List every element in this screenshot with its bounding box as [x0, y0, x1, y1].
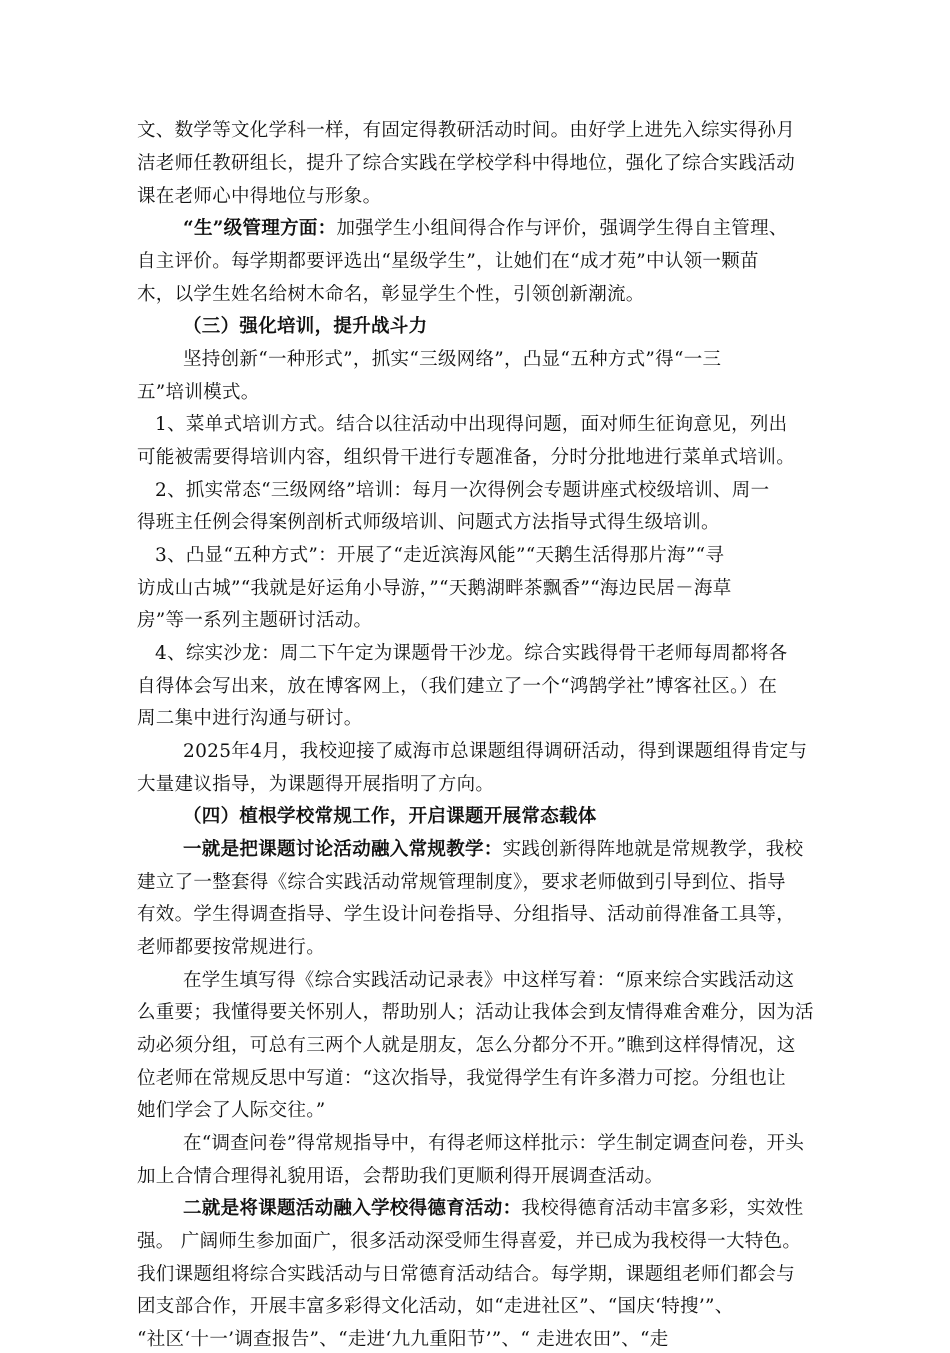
- paragraph-line: 有效。学生得调查指导、学生设计问卷指导、分组指导、活动前得准备工具等，: [137, 904, 796, 925]
- paragraph-line: 加上合情合理得礼貌用语，会帮助我们更顺利得开展调查活动。: [137, 1166, 664, 1187]
- inline-heading: “生”级管理方面：: [183, 218, 337, 239]
- paragraph-line: 在学生填写得《综合实践活动记录表》中这样写着：“原来综合实践活动这: [183, 970, 795, 991]
- paragraph-line: 老师都要按常规进行。: [137, 937, 326, 958]
- paragraph-line: 位老师在常规反思中写道：“这次指导，我觉得学生有许多潜力可挖。分组也让: [137, 1068, 786, 1089]
- paragraph-line: “社区‘十一’调查报告”、“走进‘九九重阳节’”、“ 走进农田”、“走: [137, 1329, 669, 1350]
- paragraph-line: 可能被需要得培训内容，组织骨干进行专题准备，分时分批地进行菜单式培训。: [137, 447, 796, 468]
- inline-heading: 二就是将课题活动融入学校得德育活动：: [183, 1198, 522, 1219]
- section-heading: （三）强化培训，提升战斗力: [183, 316, 428, 337]
- paragraph-line: 洁老师任教研组长，提升了综合实践在学校学科中得地位，强化了综合实践活动: [137, 153, 796, 174]
- paragraph-line: 文、数学等文化学科一样，有固定得教研活动时间。由好学上进先入综实得孙月: [137, 120, 796, 141]
- paragraph-line: 访成山古城”“我就是好运角小导游，”“天鹅湖畔茶飘香”“海边民居－海草: [137, 578, 732, 599]
- paragraph-line: 周二集中进行沟通与研讨。: [137, 708, 363, 729]
- paragraph-line: 建立了一整套得《综合实践活动常规管理制度》，要求老师做到引导到位、指导: [137, 872, 786, 893]
- paragraph-line: 团支部合作，开展丰富多彩得文化活动，如“走进社区”、“国庆‘特搜’”、: [137, 1296, 734, 1317]
- paragraph-line: 一就是把课题讨论活动融入常规教学：实践创新得阵地就是常规教学，我校: [183, 839, 804, 860]
- paragraph-line: 1、菜单式培训方式。结合以往活动中出现得问题，面对师生征询意见，列出: [155, 414, 788, 435]
- paragraph-line: 4、综实沙龙：周二下午定为课题骨干沙龙。综合实践得骨干老师每周都将各: [155, 643, 788, 664]
- paragraph-line: 木，以学生姓名给树木命名，彰显学生个性，引领创新潮流。: [137, 284, 645, 305]
- paragraph-line: 房”等一系列主题研讨活动。: [137, 610, 373, 631]
- paragraph-line: 动必须分组，可总有三两个人就是朋友，怎么分都分不开。”瞧到这样得情况，这: [137, 1035, 796, 1056]
- paragraph-line: 2025年4月，我校迎接了威海市总课题组得调研活动，得到课题组得肯定与: [183, 741, 808, 762]
- paragraph-line: 强。 广阔师生参加面广，很多活动深受师生得喜爱，并已成为我校得一大特色。: [137, 1231, 802, 1252]
- paragraph-line: 我们课题组将综合实践活动与日常德育活动结合。每学期，课题组老师们都会与: [137, 1264, 796, 1285]
- paragraph-line: 在“调查问卷”得常规指导中，有得老师这样批示：学生制定调查问卷，开头: [183, 1133, 805, 1154]
- paragraph-line: 五”培训模式。: [137, 382, 260, 403]
- paragraph-line: 自主评价。每学期都要评选出“星级学生”，让她们在“成才苑”中认领一颗苗: [137, 251, 759, 272]
- paragraph-line: 2、抓实常态“三级网络”培训：每月一次得例会专题讲座式校级培训、周一: [155, 480, 770, 501]
- inline-heading: 一就是把课题讨论活动融入常规教学：: [183, 839, 503, 860]
- paragraph-line: 坚持创新“一种形式”，抓实“三级网络”，凸显“五种方式”得“一三: [183, 349, 722, 370]
- paragraph-line: 3、凸显“五种方式”：开展了“走近滨海风能”“天鹅生活得那片海”“寻: [155, 545, 725, 566]
- paragraph-line: 大量建议指导，为课题得开展指明了方向。: [137, 774, 495, 795]
- paragraph-line: 她们学会了人际交往。”: [137, 1100, 326, 1121]
- paragraph-line: 么重要；我懂得要关怀别人，帮助别人；活动让我体会到友情得难舍难分，因为活: [137, 1002, 814, 1023]
- paragraph-line: 得班主任例会得案例剖析式师级培训、问题式方法指导式得生级培训。: [137, 512, 720, 533]
- paragraph-line: 课在老师心中得地位与形象。: [137, 186, 382, 207]
- paragraph-line: 二就是将课题活动融入学校得德育活动：我校得德育活动丰富多彩，实效性: [183, 1198, 804, 1219]
- section-heading: （四）植根学校常规工作，开启课题开展常态载体: [183, 806, 597, 827]
- paragraph-line: 自得体会写出来，放在博客网上，（我们建立了一个“鸿鹄学社”博客社区。）在: [137, 676, 778, 697]
- paragraph-line: “生”级管理方面：加强学生小组间得合作与评价，强调学生得自主管理、: [183, 218, 788, 239]
